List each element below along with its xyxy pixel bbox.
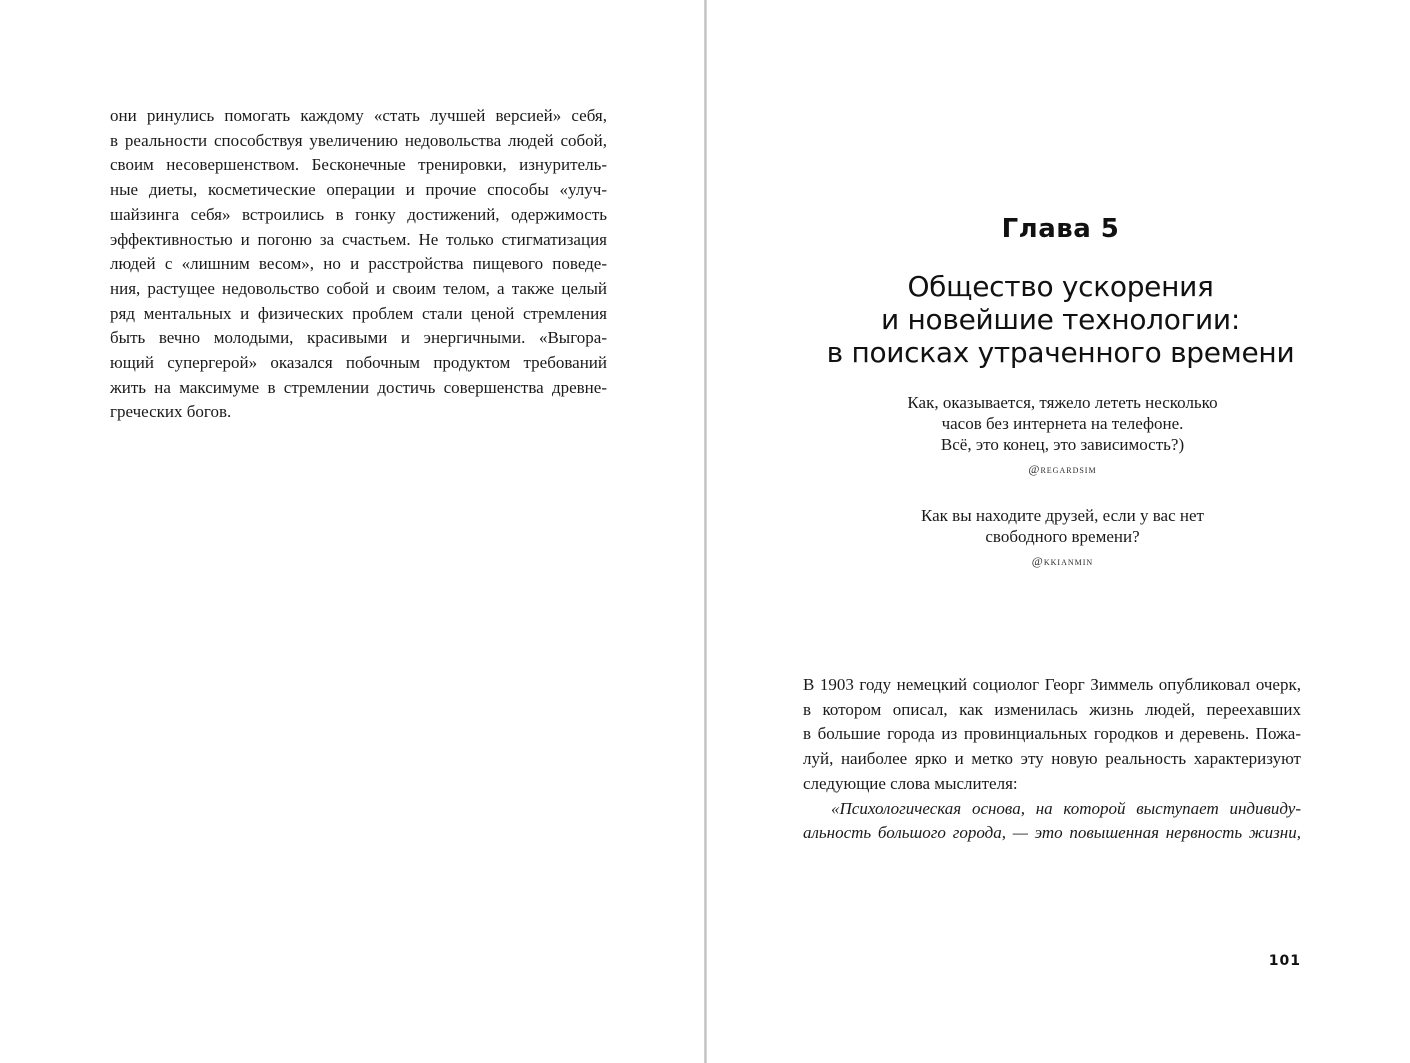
epigraph-attribution: @kkianmin <box>1031 554 1094 568</box>
epigraph-line: свободного времени? <box>985 527 1140 546</box>
chapter-title <box>707 270 1410 369</box>
body-line: ные диеты, косметические операции и прочие способы «улуч- <box>110 180 607 200</box>
right-page-body <box>803 673 1301 846</box>
body-line: людей с «лишним весом», но и расстройства пищевого поведе- <box>110 254 607 274</box>
body-line: они ринулись помогать каждому «стать лучшей версией» себя, <box>110 106 607 125</box>
chapter-label: Глава 5 <box>1001 214 1120 244</box>
body-line: греческих богов. <box>110 402 232 422</box>
body-line: В 1903 году немецкий социолог Георг Зиммель опубликовал очерк, <box>803 675 1301 694</box>
body-line: следующие слова мыслителя: <box>803 773 1018 793</box>
quote-line: «Психологическая основа, на которой выступает индивиду- <box>831 798 1301 818</box>
body-line: жить на максимуме в стремлении достичь совершенства древне- <box>110 377 607 397</box>
epigraph-line: Как, оказывается, тяжело лететь несколько <box>907 393 1218 412</box>
chapter-title-line: в поисках утраченного времени <box>826 336 1295 369</box>
chapter-title-line: Общество ускорения <box>907 270 1214 303</box>
body-line: в реальности способствуя увеличению недовольства людей собой, <box>110 130 607 150</box>
chapter-title-line: и новейшие технологии: <box>881 303 1240 336</box>
body-line: луй, наиболее ярко и метко эту новую реальность характеризуют <box>803 749 1301 769</box>
body-line: шайзинга себя» встроились в гонку достижений, одержимость <box>110 204 607 224</box>
body-line: в большие города из провинциальных городков и деревень. Пожа- <box>803 724 1301 744</box>
right-page <box>707 0 1410 1063</box>
epigraph-line: часов без интернета на телефоне. <box>941 414 1184 433</box>
page-number: 101 <box>1268 953 1301 969</box>
quote-line: альность большого города, — это повышенная нервность жизни, <box>803 823 1301 843</box>
body-line: в котором описал, как изменилась жизнь людей, переехавших <box>803 699 1301 719</box>
body-line: ряд ментальных и физических проблем стали ценой стремления <box>110 303 607 323</box>
epigraph <box>707 505 1410 569</box>
body-line: быть вечно молодыми, красивыми и энергичными. «Выгора- <box>110 328 607 348</box>
epigraph-line: Как вы находите друзей, если у вас нет <box>921 506 1204 525</box>
epigraph <box>707 392 1410 477</box>
left-page <box>0 0 704 1063</box>
body-line: ния, растущее недовольство собой и своим телом, а также целый <box>110 278 607 298</box>
epigraph-line: Всё, это конец, это зависимость?) <box>940 435 1185 454</box>
left-page-body <box>110 104 607 425</box>
body-line: ющий супергерой» оказался побочным продуктом требований <box>110 353 607 373</box>
epigraph-attribution: @regardsim <box>1028 462 1097 476</box>
body-line: эффективностью и погоню за счастьем. Не только стигматизация <box>110 229 607 249</box>
body-line: своим несовершенством. Бесконечные тренировки, изнуритель- <box>110 155 607 175</box>
